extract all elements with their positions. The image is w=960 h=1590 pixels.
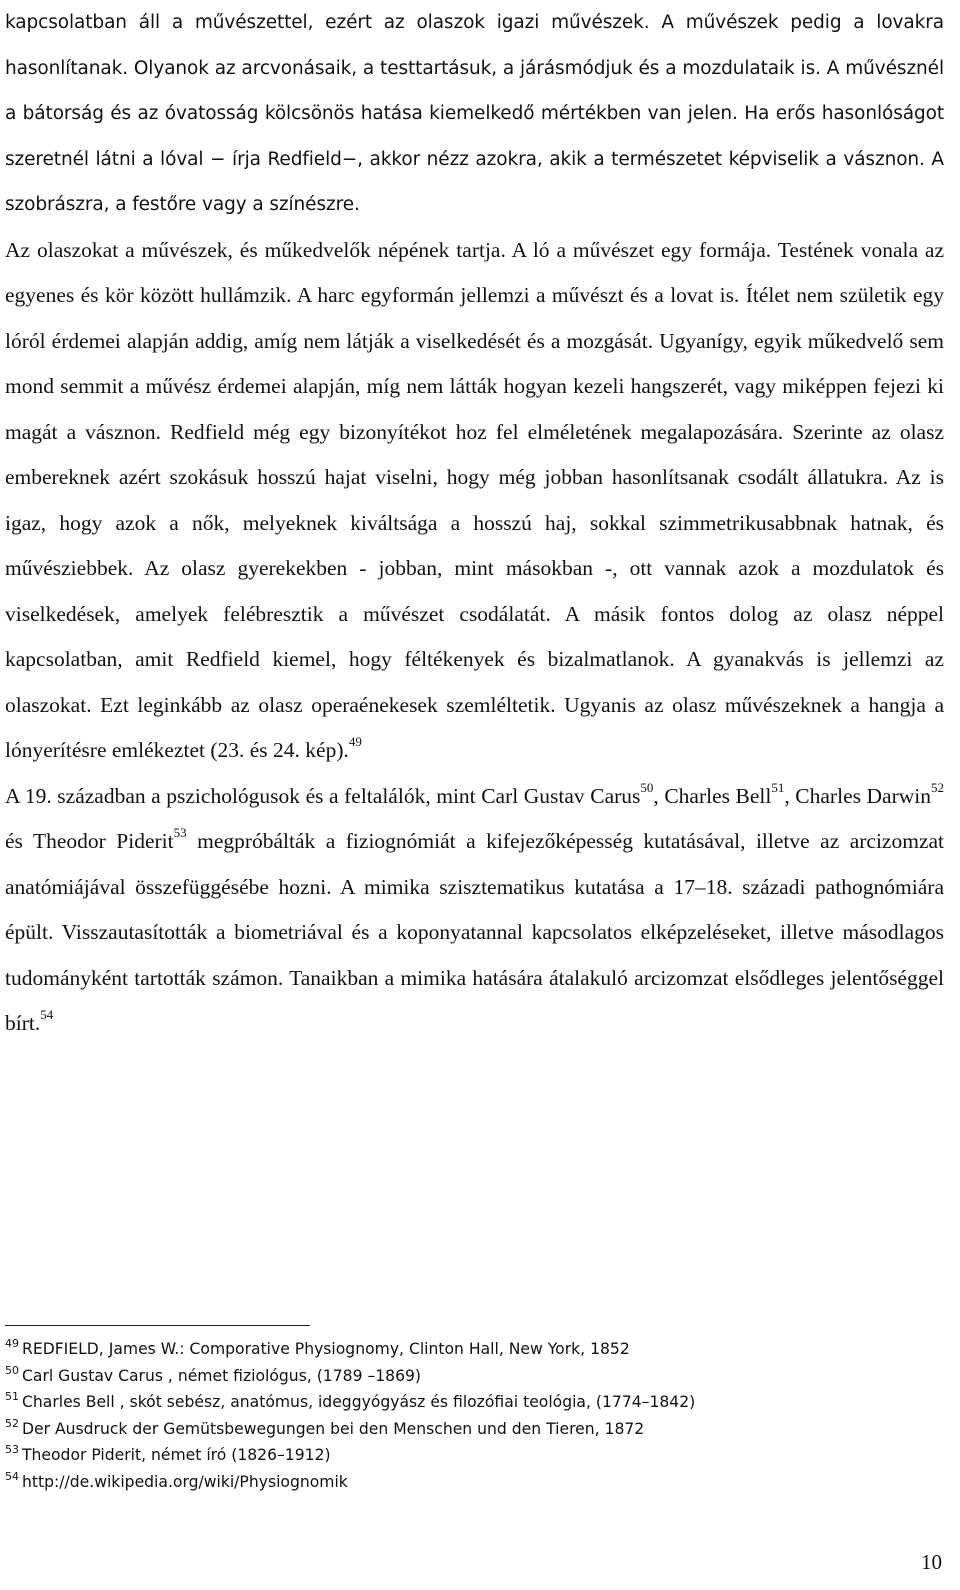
main-text (5, 0, 944, 1047)
footnote-text: Carl Gustav Carus , német fiziológus, (1789 –1869) (22, 1366, 422, 1385)
paragraph-2-text: Az olaszokat a művészek, és műkedvelők népének tartja. A ló a művészet egy formája. Testének vonala az egyenes és kör között hullámzik. A harc egyformán jellemzi a művészt és a lovat is. Ítélet nem születik egy lóról érdemei alapján addig, amíg nem látják a viselkedését és a mozgását. Ugyanígy, egyik műkedvelő sem mond semmit a művész érdemei alapján, míg nem látták hogyan kezeli hangszerét, vagy miképpen fejezi ki magát a vásznon. Redfield még egy bizonyítékot hoz fel elméletének megalapozására. Szerinte az olasz embereknek azért szokásuk hosszú hajat viselni, hogy még jobban hasonlítsanak csodált állatukra. Az is igaz, hogy azok a nők, melyeknek kiváltsága a hosszú haj, sokkal szimmetrikusabbnak hatnak, és művésziebbek. Az olasz gyerekekben - jobban, mint másokban -, ott vannak azok a mozdulatok és viselkedések, amelyek felébresztik a művészet csodálatát. A másik fontos dolog az olasz néppel kapcsolatban, amit Redfield kiemel, hogy féltékenyek és bizalmatlanok. A gyanakvás is jellemzi az olaszokat. Ezt leginkább az olasz operaénekesek szemléltetik. Ugyanis az olasz művészeknek a hangja a lónyerítésre emlékeztet (23. és 24. kép). (5, 237, 944, 762)
footnote-number: 49 (5, 1337, 19, 1350)
footnote-ref-54: 54 (40, 1007, 54, 1022)
footnote-number: 50 (5, 1363, 19, 1377)
footnote-49 (5, 1337, 905, 1364)
footnote-ref-49: 49 (348, 734, 362, 749)
footnote-number: 52 (5, 1416, 19, 1430)
footnote-54 (5, 1470, 905, 1497)
footnote-text: http://de.wikipedia.org/wiki/Physiognomik (22, 1472, 348, 1491)
footnote-ref-50: 50 (640, 779, 654, 795)
footnotes (5, 1337, 905, 1496)
paragraph-3-part-e: megpróbálták a fiziognómiát a kifejezőképesség kutatásával, illetve az arcizomzat anatómiájával összefüggésébe hozni. A mimika szisztematikus kutatása a 17–18. századi pathognómiára épült. Visszautasították a biometriával és a koponyatannal kapcsolatos elképzeléseket, illetve másodlagos tudományként tartották számon. Tanaikban a mimika hatására átalakuló arcizomzat elsődleges jelentőséggel bírt. (5, 829, 944, 1035)
footnote-number: 54 (5, 1469, 19, 1483)
paragraph-3-part-b: , Charles Bell (653, 783, 772, 808)
footnote-text: Der Ausdruck der Gemütsbewegungen bei den Menschen und den Tieren, 1872 (22, 1419, 645, 1438)
footnote-51 (5, 1390, 905, 1417)
paragraph-3-part-d: és Theodor Piderit (5, 829, 174, 853)
footnote-text: Charles Bell , skót sebész, anatómus, ideggyógyász és filozófiai teológia, (1774–1842) (22, 1393, 696, 1411)
footnote-number: 51 (5, 1390, 19, 1403)
footnote-ref-52: 52 (931, 779, 944, 795)
footnote-ref-53: 53 (173, 825, 187, 840)
footnote-53 (5, 1443, 905, 1470)
paragraph-2 (5, 228, 944, 774)
footnote-52 (5, 1417, 905, 1444)
paragraph-1: kapcsolatban áll a művészettel, ezért az olaszok igazi művészek. A művészek pedig a lovakra hasonlítanak. Olyanok az arcvonásaik, a testtartásuk, a járásmódjuk és a mozdulataik is. A művésznél a bátorság és az óvatosság kölcsönös hatása kiemelkedő mértékben van jelen. Ha erős hasonlóságot szeretnél látni a lóval − írja Redfield−, akkor nézz azokra, akik a természetet képviselik a vásznon. A szobrászra, a festőre vagy a színészre. (5, 12, 944, 215)
paragraph-3-part-a: A 19. században a pszichológusok és a feltalálók, mint Carl Gustav Carus (5, 783, 641, 808)
paragraph-3 (5, 774, 944, 1047)
paragraph-3-part-c: , Charles Darwin (784, 783, 931, 808)
page-number: 10 (921, 1550, 942, 1574)
footnote-text: REDFIELD, James W.: Comporative Physiognomy, Clinton Hall, New York, 1852 (22, 1340, 630, 1358)
footnote-50 (5, 1364, 905, 1391)
footnote-separator (5, 1325, 310, 1326)
footnote-ref-51: 51 (771, 779, 785, 795)
footnote-text: Theodor Piderit, német író (1826–1912) (22, 1446, 331, 1464)
footnote-number: 53 (5, 1443, 19, 1456)
